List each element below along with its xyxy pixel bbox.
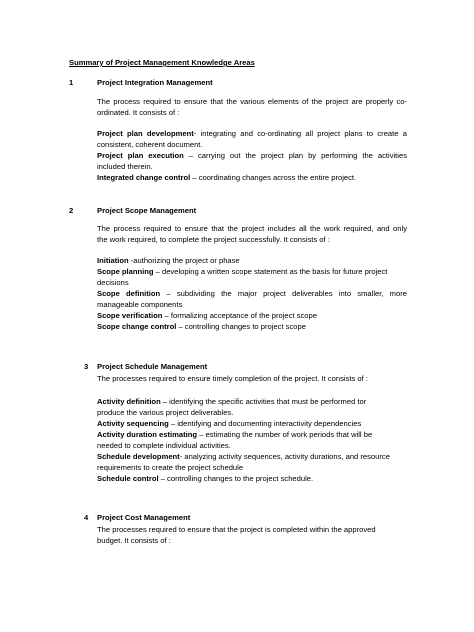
section-heading-4: Project Cost Management	[97, 513, 191, 522]
section-intro-2: The process required to ensure that the project includes all the work required, and only the work required, to complete the project successfully. It consists of :	[97, 224, 407, 244]
list-item: Project plan development- integrating and co-ordinating all project plans to create a	[97, 129, 407, 138]
list-item: Initiation -authorizing the project or phase	[97, 256, 240, 265]
section-heading-1: Project Integration Management	[97, 78, 213, 87]
section-number-1: 1	[69, 78, 74, 87]
section-number-4: 4	[84, 513, 89, 522]
list-item: Integrated change control – coordinating changes across the entire project.	[97, 173, 357, 182]
section-heading-3: Project Schedule Management	[97, 362, 208, 371]
section-intro-3: The processes required to ensure timely completion of the project. It consists of :	[97, 374, 368, 383]
list-item: Project plan execution – carrying out the project plan by performing the activities	[97, 151, 407, 160]
list-item: Scope definition – subdividing the major project deliverables into smaller, more	[97, 289, 407, 298]
section-intro-1: The process required to ensure that the various elements of the project are properly co- ordinated. It consists of :	[97, 97, 407, 117]
section-items-1: Project plan development- integrating and co-ordinating all project plans to create a consistent, coherent document. Project plan execution – carrying out the project plan by performing the activities included therein. Integrated change control – coordinating changes across the entire project.	[97, 129, 407, 182]
document-title: Summary of Project Management Knowledge Areas	[69, 58, 255, 67]
list-item: Activity definition – identifying the specific activities that must be performed tor	[97, 397, 367, 406]
section-number-2: 2	[69, 206, 74, 215]
list-item: Activity duration estimating – estimating the number of work periods that will be	[97, 430, 373, 439]
list-item: Schedule control – controlling changes to the project schedule.	[97, 474, 314, 483]
section-items-3: Activity definition – identifying the specific activities that must be performed tor produce the various project deliverables. Activity sequencing – identifying and documenting interactivity dependencies Activity duration estimating – estimating the number of work periods that will be needed to complete individual activities. Schedule development- analyzing activity sequences, activity durations, and resource requirements to create the project schedule Schedule control – controlling changes to the project schedule.	[97, 396, 407, 484]
list-item: Scope verification – formalizing acceptance of the project scope	[97, 311, 317, 320]
section-intro-4: The processes required to ensure that the project is completed within the approved budget. It consists of :	[97, 525, 376, 545]
list-item: Schedule development- analyzing activity sequences, activity durations, and resource	[97, 452, 390, 461]
section-number-3: 3	[84, 362, 89, 371]
section-items-2: Initiation -authorizing the project or phase Scope planning – developing a written scope statement as the basis for future project decisions Scope definition – subdividing the major project deliverables into smaller, more manageable components Scope verification – formalizing acceptance of the project scope Scope change control – controlling changes to project scope	[97, 256, 407, 331]
list-item: Scope planning – developing a written scope statement as the basis for future project	[97, 267, 388, 276]
list-item: Scope change control – controlling changes to project scope	[97, 322, 306, 331]
section-heading-2: Project Scope Management	[97, 206, 197, 215]
list-item: Activity sequencing – identifying and documenting interactivity dependencies	[97, 419, 362, 428]
